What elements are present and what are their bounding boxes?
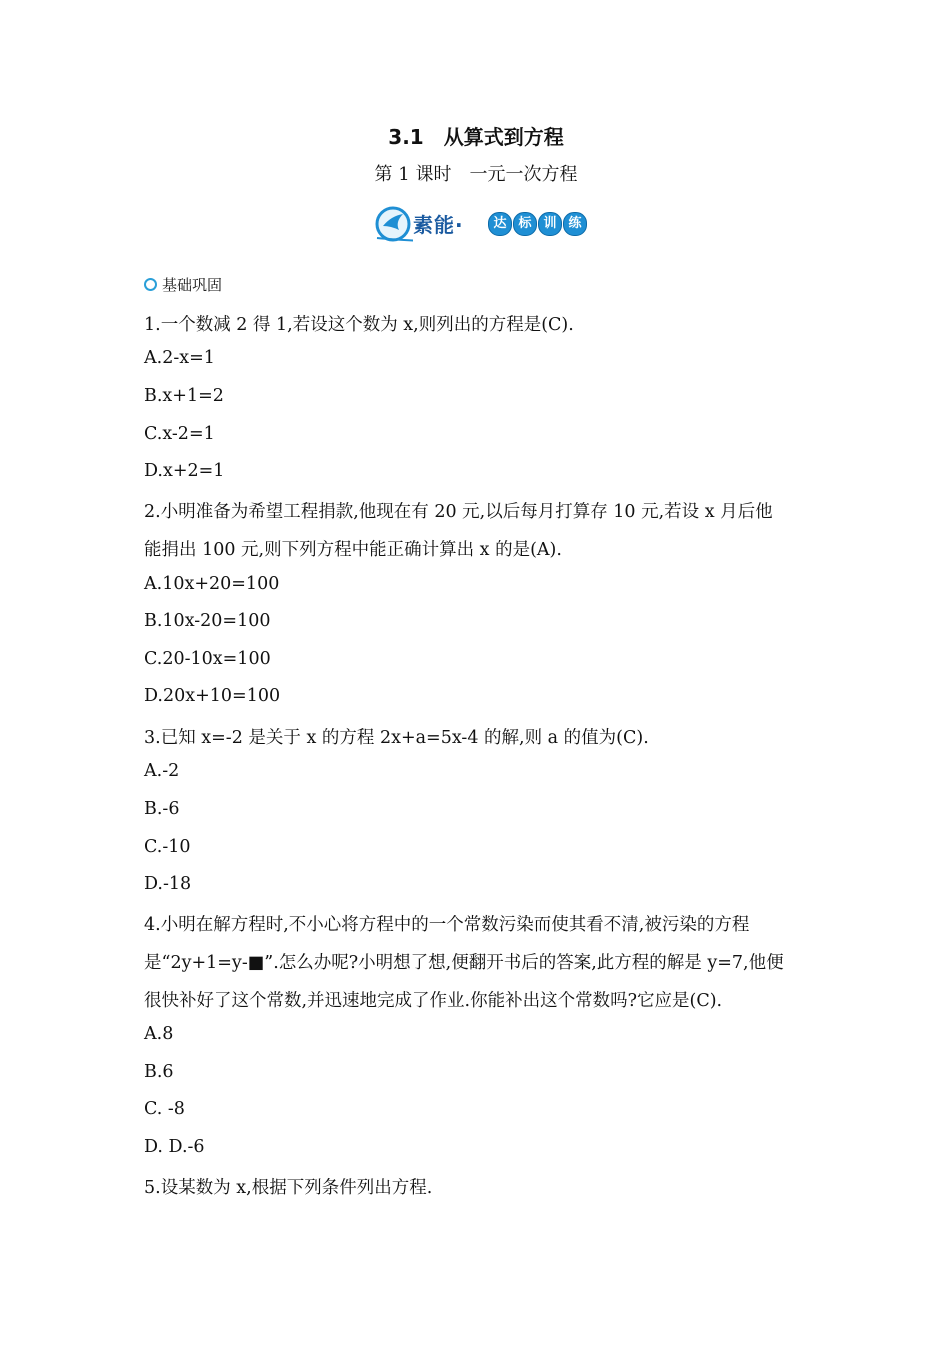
section-heading xyxy=(144,274,222,295)
q3-option-b: B.-6 xyxy=(144,799,180,819)
bird-logo-icon xyxy=(373,200,413,246)
q2-option-a: A.10x+20=100 xyxy=(144,574,280,594)
q1-option-a: A.2-x=1 xyxy=(144,348,215,368)
lesson-title: 3.1 从算式到方程 xyxy=(388,125,564,149)
question-4-stem-line-1: 4.小明在解方程时,不小心将方程中的一个常数污染而使其看不清,被污染的方程 xyxy=(144,915,750,935)
question-5-stem: 5.设某数为 x,根据下列条件列出方程. xyxy=(144,1178,433,1198)
q3-option-a: A.-2 xyxy=(144,761,180,781)
banner-main-text: 素能· xyxy=(413,213,464,237)
q4-option-b: B.6 xyxy=(144,1062,174,1082)
q4-option-c: C. -8 xyxy=(144,1099,185,1119)
banner-char: 训 xyxy=(538,212,562,236)
q2-option-c: C.20-10x=100 xyxy=(144,649,271,669)
question-2-stem-line-1: 2.小明准备为希望工程捐款,他现在有 20 元,以后每月打算存 10 元,若设 x 月后他 xyxy=(144,502,773,522)
q1-option-c: C.x-2=1 xyxy=(144,424,215,444)
question-1-stem: 1.一个数减 2 得 1,若设这个数为 x,则列出的方程是(C). xyxy=(144,315,574,335)
circle-bullet-icon xyxy=(144,278,157,291)
q2-option-d: D.20x+10=100 xyxy=(144,686,281,706)
section-banner xyxy=(373,200,583,246)
q2-option-b: B.10x-20=100 xyxy=(144,611,271,631)
q4-option-a: A.8 xyxy=(144,1024,174,1044)
q1-option-b: B.x+1=2 xyxy=(144,386,224,406)
banner-char: 标 xyxy=(513,212,537,236)
lesson-subtitle: 第 1 课时 一元一次方程 xyxy=(374,164,578,185)
question-4-stem-line-3: 很快补好了这个常数,并迅速地完成了作业.你能补出这个常数吗?它应是(C). xyxy=(144,991,723,1011)
q1-option-d: D.x+2=1 xyxy=(144,461,225,481)
banner-char: 达 xyxy=(488,212,512,236)
banner-pill xyxy=(488,212,587,234)
q3-option-c: C.-10 xyxy=(144,837,191,857)
question-3-stem: 3.已知 x=-2 是关于 x 的方程 2x+a=5x-4 的解,则 a 的值为(C). xyxy=(144,728,649,748)
question-2-stem-line-2: 能捐出 100 元,则下列方程中能正确计算出 x 的是(A). xyxy=(144,540,562,560)
q4-option-d: D. D.-6 xyxy=(144,1137,205,1157)
q3-option-d: D.-18 xyxy=(144,874,192,894)
section-label: 基础巩固 xyxy=(162,276,223,294)
banner-char: 练 xyxy=(563,212,587,236)
question-4-stem-line-2: 是“2y+1=y-■”.怎么办呢?小明想了想,便翻开书后的答案,此方程的解是 y=7,他便 xyxy=(144,953,784,973)
